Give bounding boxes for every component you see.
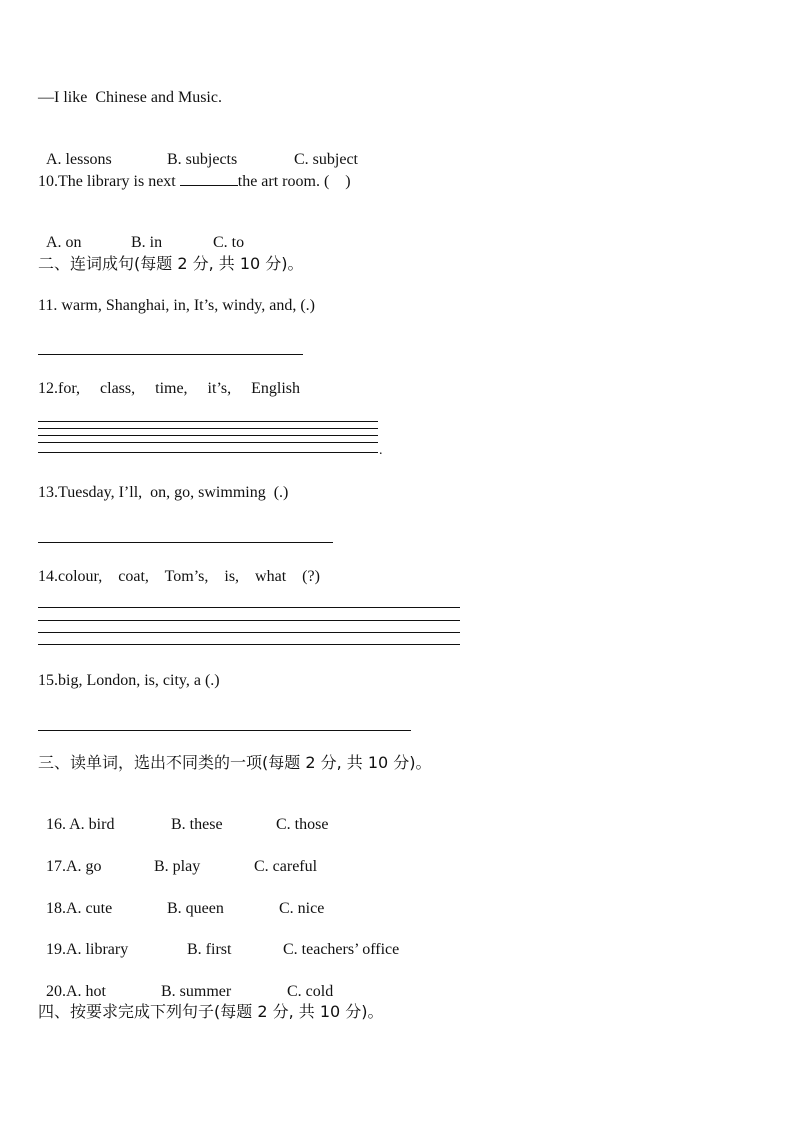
q17-option-b[interactable]: B. play xyxy=(154,858,201,875)
q20-option-a[interactable]: 20.A. hot xyxy=(46,983,106,1000)
q19-option-c[interactable]: C. teachers’ office xyxy=(283,941,400,958)
q14-prompt: 14.colour, coat, Tom’s, is, what (?) xyxy=(38,568,320,585)
q19-option-a[interactable]: 19.A. library xyxy=(46,941,129,958)
q16-options xyxy=(38,795,328,835)
q10-option-b[interactable]: B. in xyxy=(131,234,163,251)
q9-options xyxy=(38,130,358,170)
q16-option-c[interactable]: C. those xyxy=(276,816,329,833)
q10-option-a[interactable]: A. on xyxy=(46,234,82,251)
q18-option-a[interactable]: 18.A. cute xyxy=(46,900,113,917)
q10-text-before: 10.The library is next xyxy=(38,173,180,190)
q10-option-c[interactable]: C. to xyxy=(213,234,245,251)
q10-text-after: the art room. ( ) xyxy=(237,173,351,190)
q17-option-a[interactable]: 17.A. go xyxy=(46,858,102,875)
q12-prompt: 12.for, class, time, it’s, English xyxy=(38,380,301,397)
q9-option-c[interactable]: C. subject xyxy=(294,151,358,168)
q20-options xyxy=(38,962,333,1002)
section-2-title: 二、连词成句(每题 2 分, 共 10 分)。 xyxy=(38,254,304,273)
q18-option-c[interactable]: C. nice xyxy=(279,900,325,917)
q17-option-c[interactable]: C. careful xyxy=(254,858,318,875)
q14-answer-line-2[interactable] xyxy=(38,620,460,621)
q14-answer-line-3[interactable] xyxy=(38,632,460,633)
q12-answer-line-3[interactable] xyxy=(38,435,378,436)
q9-answer-line: —I like Chinese and Music. xyxy=(38,89,222,106)
q19-option-b[interactable]: B. first xyxy=(187,941,232,958)
q14-answer-line-4[interactable] xyxy=(38,644,460,645)
q16-option-a[interactable]: 16. A. bird xyxy=(46,816,115,833)
q12-answer-line-2[interactable] xyxy=(38,428,378,429)
q12-answer-line-4[interactable] xyxy=(38,442,378,443)
q10-options xyxy=(38,213,244,253)
q9-option-a[interactable]: A. lessons xyxy=(46,151,112,168)
q20-option-c[interactable]: C. cold xyxy=(287,983,334,1000)
q17-options xyxy=(38,837,317,877)
q12-answer-line-5[interactable] xyxy=(38,452,378,453)
q12-answer-line-1[interactable] xyxy=(38,421,378,422)
q10-prompt xyxy=(38,171,351,192)
q16-option-b[interactable]: B. these xyxy=(171,816,223,833)
section-4-title: 四、按要求完成下列句子(每题 2 分, 共 10 分)。 xyxy=(38,1002,384,1021)
section-3-title: 三、读单词，选出不同类的一项(每题 2 分, 共 10 分)。 xyxy=(38,753,432,772)
q14-answer-line-1[interactable] xyxy=(38,607,460,608)
q13-prompt: 13.Tuesday, I’ll, on, go, swimming (.) xyxy=(38,484,289,501)
q9-option-b[interactable]: B. subjects xyxy=(167,151,238,168)
q12-trailing-dot: . xyxy=(379,443,383,458)
q15-prompt: 15.big, London, is, city, a (.) xyxy=(38,672,220,689)
q13-answer-line[interactable] xyxy=(38,542,333,543)
q18-option-b[interactable]: B. queen xyxy=(167,900,224,917)
q11-prompt: 11. warm, Shanghai, in, It’s, windy, and, (.) xyxy=(38,297,315,314)
q18-options xyxy=(38,879,324,919)
q20-option-b[interactable]: B. summer xyxy=(161,983,232,1000)
q15-answer-line[interactable] xyxy=(38,730,411,731)
q11-answer-line[interactable] xyxy=(38,354,303,355)
q10-answer-blank[interactable] xyxy=(180,171,238,186)
q19-options xyxy=(38,920,399,960)
